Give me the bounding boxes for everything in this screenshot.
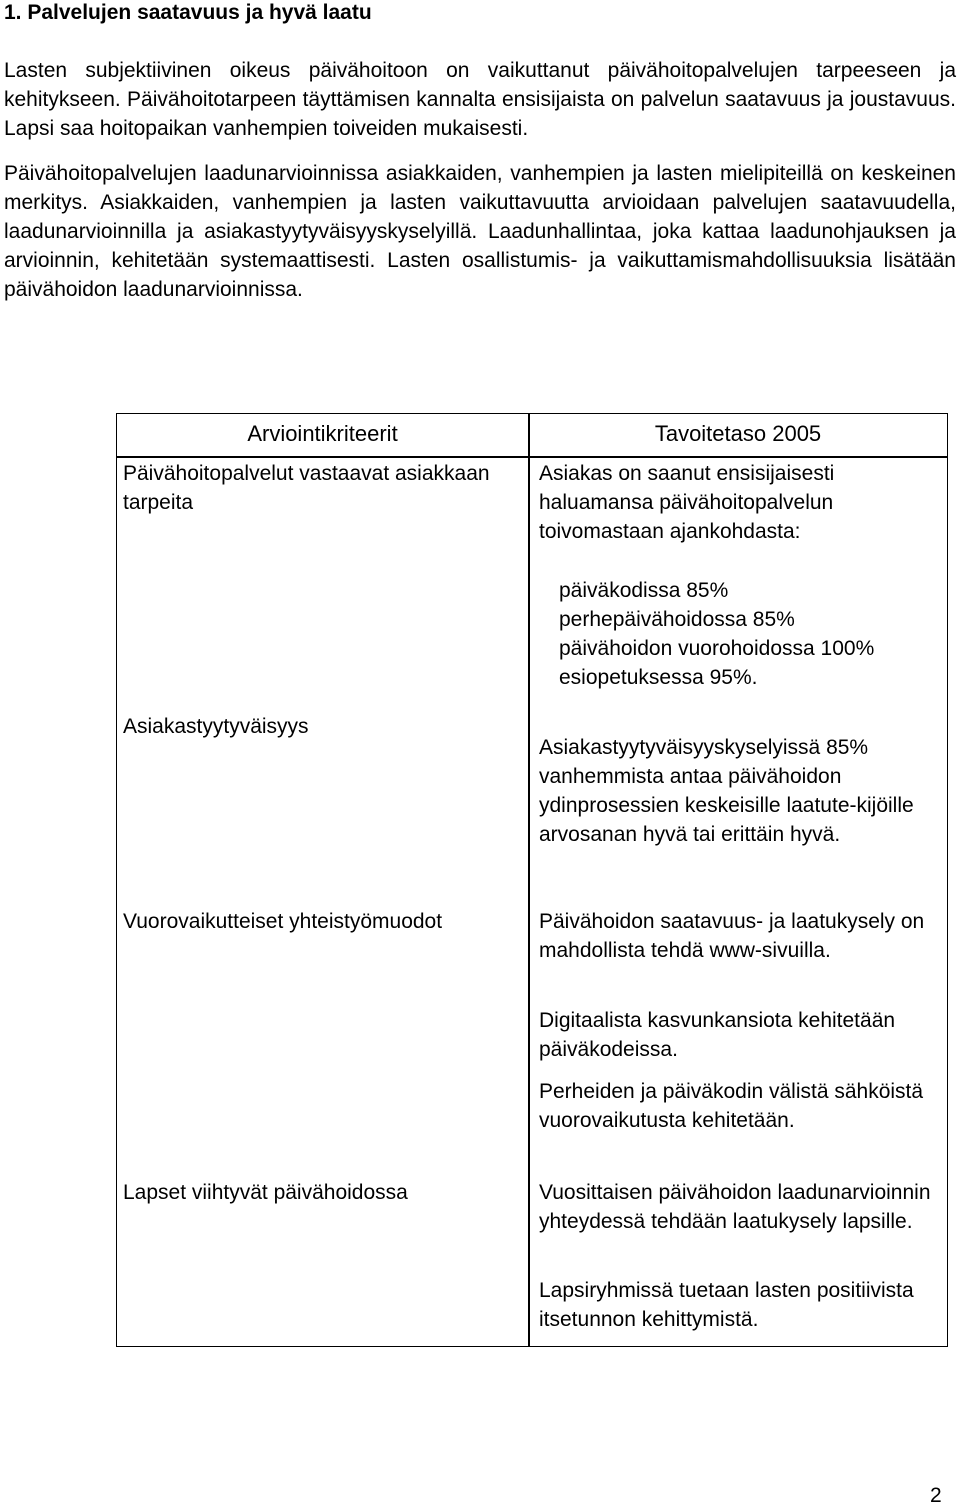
header-divider (117, 456, 947, 458)
percentage-item: esiopetuksessa 95%. (559, 666, 758, 689)
criterion-cell: Vuorovaikutteiset yhteistyömuodot (123, 910, 443, 933)
target-cell: Digitaalista kasvunkansiota kehitetään päiväkodeissa. (539, 1009, 896, 1061)
column-divider (528, 414, 530, 1346)
intro-text (4, 56, 956, 304)
page-number: 2 (930, 1484, 942, 1507)
paragraph: Päivähoitopalvelujen laadunarvioinnissa asiakkaiden, vanhempien ja lasten mielipiteillä on keskeinen merkitys. Asiakkaiden, vanhempien ja lasten vaikuttavuutta arvioidaan palvelujen saatavuudella, laadunarvioinnilla ja asiakastyytyväisyyskyselyillä. Laadunhallintaa, joka kattaa laadunohjauksen ja arvioinnin, kehitetään systemaattisesti. Lasten osallistumis- ja vaikuttamismahdollisuuksia lisätään päivähoidon laadunarvioinnissa. (4, 162, 956, 301)
target-cell: Päivähoidon saatavuus- ja laatukysely on mahdollista tehdä www-sivuilla. (539, 910, 925, 962)
target-cell: Vuosittaisen päivähoidon laadunarvioinnin yhteydessä tehdään laatukysely lapsille. (539, 1181, 931, 1233)
target-cell: Lapsiryhmissä tuetaan lasten positiivista itsetunnon kehittymistä. (539, 1279, 914, 1331)
criterion-cell: Asiakastyytyväisyys (123, 715, 309, 738)
criterion-cell: Päivähoitopalvelut vastaavat asiakkaan tarpeita (123, 462, 490, 514)
target-cell: Asiakastyytyväisyyskyselyissä 85% vanhemmista antaa päivähoidon ydinprosessien keskeisille laatute-kijöille arvosanan hyvä tai erittäin hyvä. (539, 736, 914, 846)
target-cell: Asiakas on saanut ensisijaisesti haluamansa päivähoitopalvelun toivomastaan ajankohdasta: (539, 462, 835, 543)
percentage-item: perhepäivähoidossa 85% (559, 608, 795, 631)
criteria-table (116, 413, 948, 1347)
section-heading: 1. Palvelujen saatavuus ja hyvä laatu (4, 1, 372, 24)
criterion-cell: Lapset viihtyvät päivähoidossa (123, 1181, 408, 1204)
paragraph: Lasten subjektiivinen oikeus päivähoitoon on vaikuttanut päivähoitopalvelujen tarpeeseen ja kehitykseen. Päivähoitotarpeen täyttämisen kannalta ensisijaista on palvelun saatavuus ja joustavuus. Lapsi saa hoitopaikan vanhempien toiveiden mukaisesti. (4, 59, 956, 140)
target-cell: Perheiden ja päiväkodin välistä sähköistä vuorovaikutusta kehitetään. (539, 1080, 924, 1132)
column-header-criteria: Arviointikriteerit (247, 421, 398, 446)
percentage-item: päivähoidon vuorohoidossa 100% (559, 637, 875, 660)
column-header-target: Tavoitetaso 2005 (654, 421, 822, 446)
percentage-item: päiväkodissa 85% (559, 579, 729, 602)
